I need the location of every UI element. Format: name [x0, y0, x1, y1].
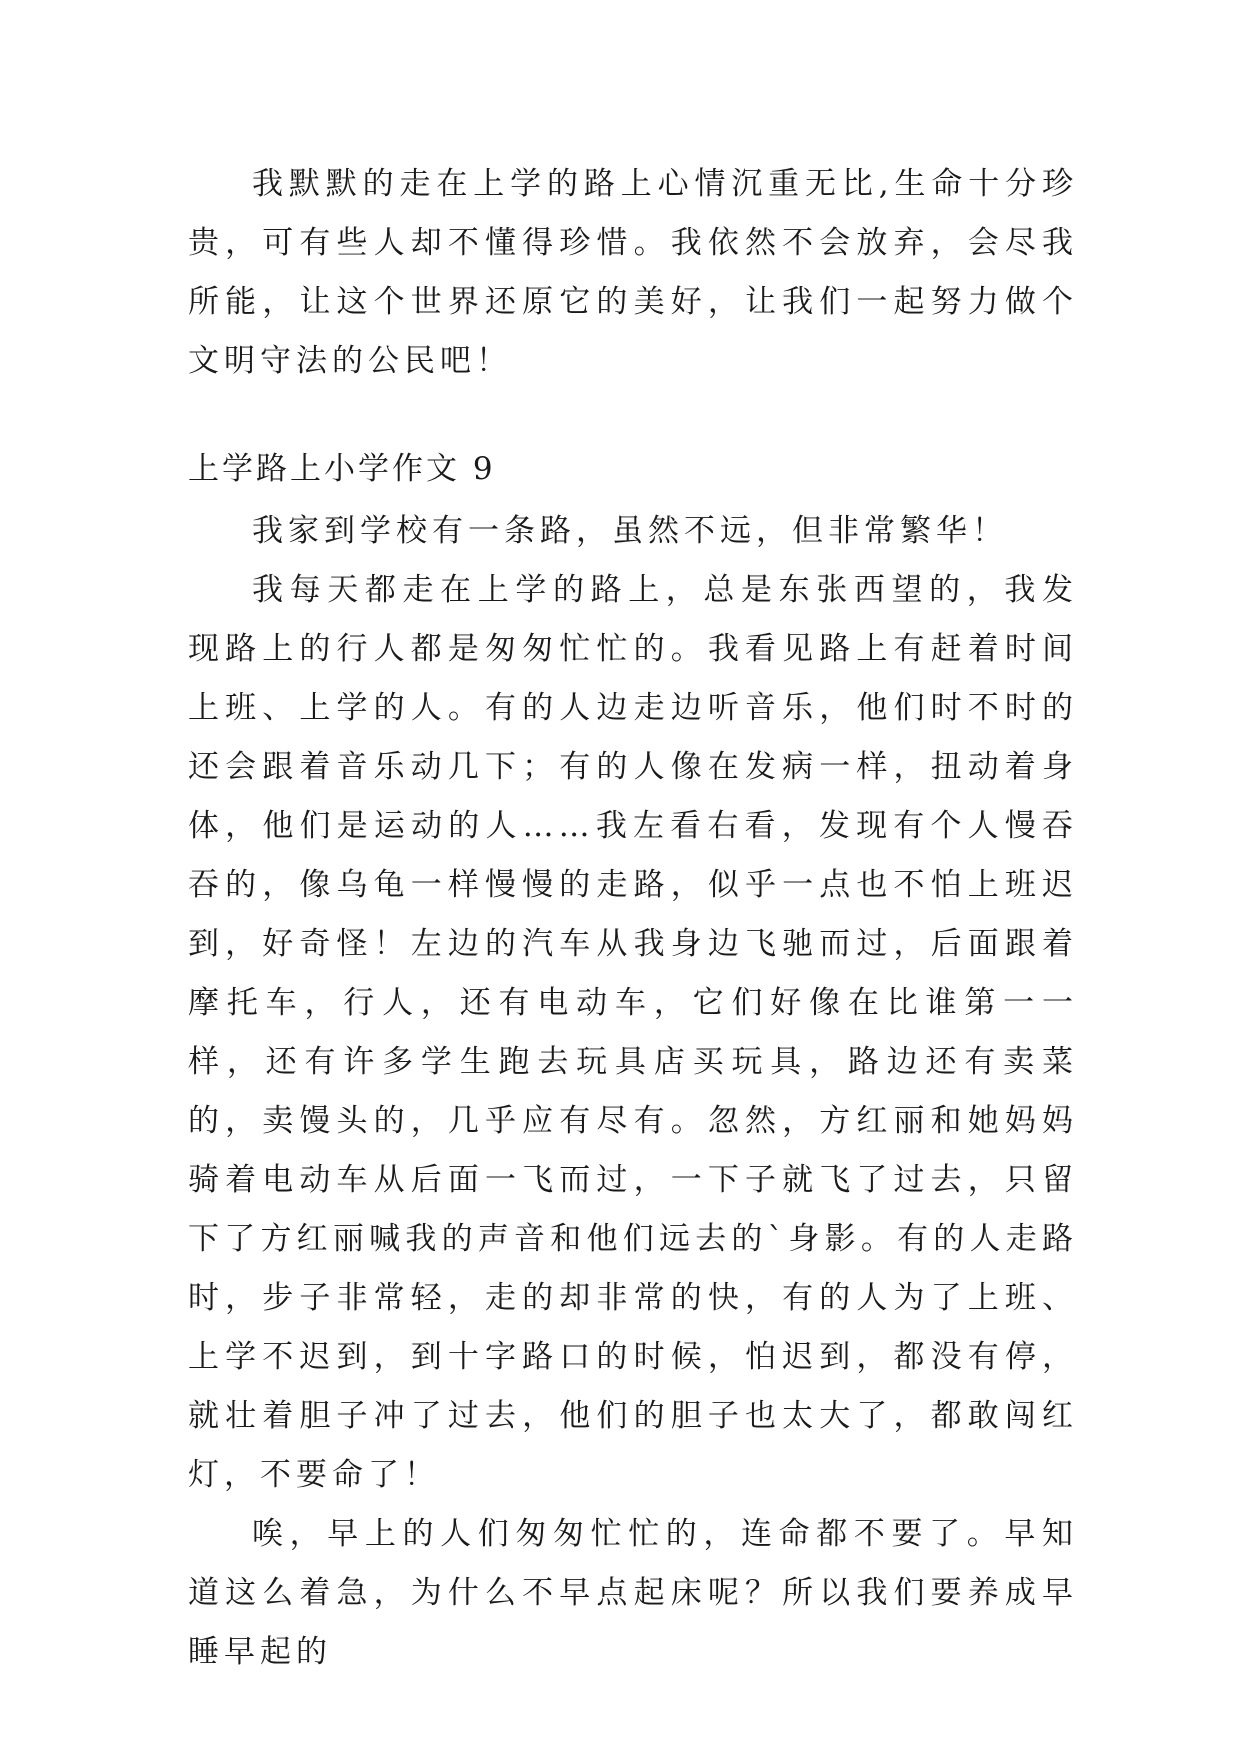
essay-paragraph-1: 我家到学校有一条路，虽然不远，但非常繁华！: [252, 513, 1008, 549]
essay-paragraph-3: 唉，早上的人们匆匆忙忙的，连命都不要了。早知道这么着急，为什么不早点起床呢？所以我们要养成早睡早起的: [188, 1516, 1078, 1670]
essay-paragraph-2: 我每天都走在上学的路上，总是东张西望的，我发现路上的行人都是匆匆忙忙的。我看见路上有赶着时间上班、上学的人。有的人边走边听音乐，他们时不时的还会跟着音乐动几下；有的人像在发病一样，扭动着身体，他们是运动的人……我左看右看，发现有个人慢吞吞的，像乌龟一样慢慢的走路，似乎一点也不怕上班迟到，好奇怪！左边的汽车从我身边飞驰而过，后面跟着摩托车，行人，还有电动车，它们好像在比谁第一一样，还有许多学生跑去玩具店买玩具，路边还有卖菜的，卖馒头的，几乎应有尽有。忽然，方红丽和她妈妈骑着电动车从后面一飞而过，一下子就飞了过去，只留下了方红丽喊我的声音和他们远去的`身影。有的人走路时，步子非常轻，走的却非常的快，有的人为了上班、上学不迟到，到十字路口的时候，怕迟到，都没有停，就壮着胆子冲了过去，他们的胆子也太大了，都敢闯红灯，不要命了！: [188, 572, 1078, 1493]
intro-section: [188, 155, 1078, 391]
intro-paragraph: 我默默的走在上学的路上心情沉重无比,生命十分珍贵，可有些人却不懂得珍惜。我依然不会放弃，会尽我所能，让这个世界还原它的美好，让我们一起努力做个文明守法的公民吧！: [188, 166, 1078, 379]
essay-body: [188, 502, 1078, 1682]
section-title: 上学路上小学作文 9: [188, 451, 496, 487]
